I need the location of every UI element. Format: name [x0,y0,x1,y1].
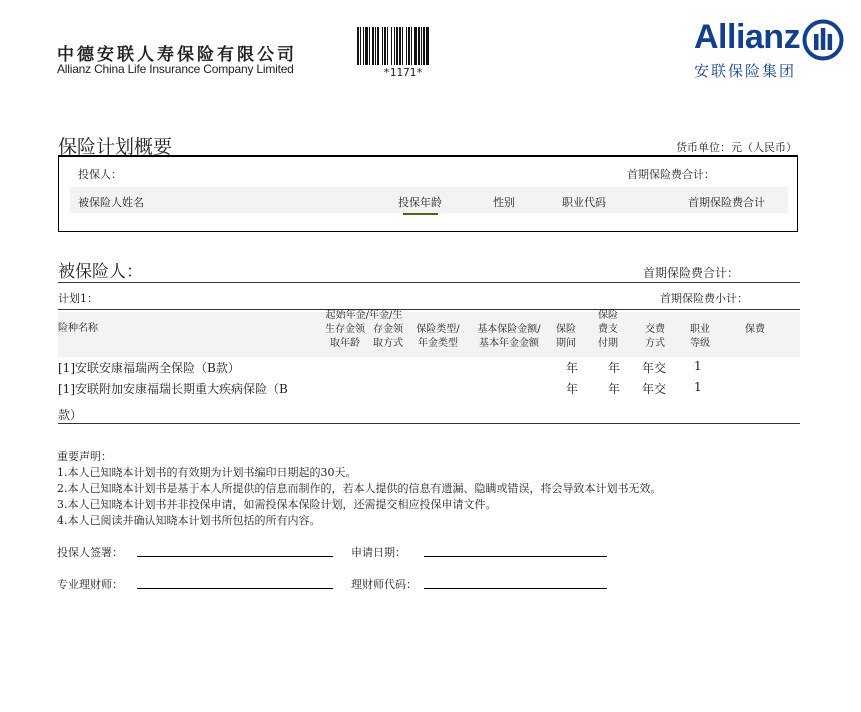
policyholder-signature-line[interactable] [137,556,333,557]
col-age: 投保年龄 [398,196,442,209]
th-method-line: 存金领 [373,324,403,335]
col-gender: 性别 [493,196,515,209]
company-name-cn: 中德安联人寿保险有限公司 [57,45,297,65]
row-product: [1]安联安康福瑞两全保险（B款） [58,361,240,375]
first-premium-subtotal: 首期保险费小计： [660,292,748,305]
th-pay-period-line: 保险 [598,310,618,321]
row-pay-method: 年交 [642,382,667,396]
insured-title: 被保险人： [58,262,143,282]
th-sum [472,323,546,351]
row-product-cont: 款） [58,408,83,422]
th-pay-period [594,309,622,351]
th-pay-method-line: 交费 [645,324,665,335]
note-item: 3.本人已知晓本计划书并非投保申请，如需投保本保险计划，还需提交相应投保申请文件。 [57,498,497,511]
th-occupation-line: 等级 [690,338,710,349]
advisor-code-line[interactable] [424,588,607,589]
policyholder-label: 投保人： [78,168,122,181]
plan-label: 计划1： [58,292,98,305]
th-pay-period-line: 费支 [598,324,618,335]
insured-first-premium-total: 首期保险费合计： [643,266,740,280]
th-sum-line: 基本年金金额 [479,338,539,349]
col-occupation-code: 职业代码 [562,196,606,209]
age-underline [403,213,438,215]
row-occupation: 1 [694,359,702,373]
row-pay-method: 年交 [642,361,667,375]
th-premium: 保费 [745,324,765,335]
divider [58,282,800,283]
plan-summary-title: 保险计划概要 [58,136,173,158]
allianz-eagle-icon [802,19,844,61]
th-product: 险种名称 [58,323,98,334]
th-start-age-line: 起始年金/年金/生 [325,310,403,321]
policyholder-signature-label: 投保人签署： [57,546,123,559]
currency-unit: 货币单位：元（人民币） [676,141,797,154]
brand-logo-text: Allianz [694,18,801,56]
row-period: 年 [566,361,579,375]
th-period-line: 保险 [556,324,576,335]
th-method-line: 取方式 [373,338,403,349]
th-pay-method [641,323,669,351]
row-product: [1]安联附加安康福瑞长期重大疾病保险（B [58,382,288,396]
th-start-age-line: 取年龄 [330,338,360,349]
col-insured-name: 被保险人姓名 [78,196,144,209]
application-date-label: 申请日期： [351,546,406,559]
divider [58,309,800,310]
th-period [552,323,580,351]
advisor-signature-line[interactable] [137,588,333,589]
notes-title: 重要声明： [57,450,112,463]
row-period: 年 [566,382,579,396]
row-occupation: 1 [694,380,702,394]
application-date-line[interactable] [424,556,607,557]
th-period-line: 期间 [556,338,576,349]
advisor-label: 专业理财师： [57,578,123,591]
th-method [366,323,410,351]
barcode-icon [357,27,449,65]
th-start-age-line: 生存金领 [325,324,365,335]
first-premium-total-label: 首期保险费合计： [627,168,715,181]
note-item: 2.本人已知晓本计划书是基于本人所提供的信息而制作的，若本人提供的信息有遗漏、隐瞒或错误，将会导致本计划书无效。 [57,482,662,495]
divider [58,423,800,424]
th-occupation-line: 职业 [690,324,710,335]
advisor-code-label: 理财师代码： [351,578,417,591]
th-pay-period-line: 付期 [598,338,618,349]
th-occupation [686,323,714,351]
row-pay-period: 年 [608,382,621,396]
company-name-en: Allianz China Life Insurance Company Limited [57,62,294,76]
brand-name-cn: 安联保险集团 [694,62,797,80]
th-type-line: 年金类型 [418,338,458,349]
th-type [412,323,464,351]
note-item: 1.本人已知晓本计划书的有效期为计划书编印日期起的30天。 [57,466,357,479]
barcode-number: *1171* [383,66,423,79]
th-type-line: 保险类型/ [416,324,460,335]
th-sum-line: 基本保险金额/ [477,324,541,335]
th-pay-method-line: 方式 [645,338,665,349]
col-first-premium-total: 首期保险费合计 [688,196,765,209]
row-pay-period: 年 [608,361,621,375]
note-item: 4.本人已阅读并确认知晓本计划书所包括的所有内容。 [57,514,321,527]
